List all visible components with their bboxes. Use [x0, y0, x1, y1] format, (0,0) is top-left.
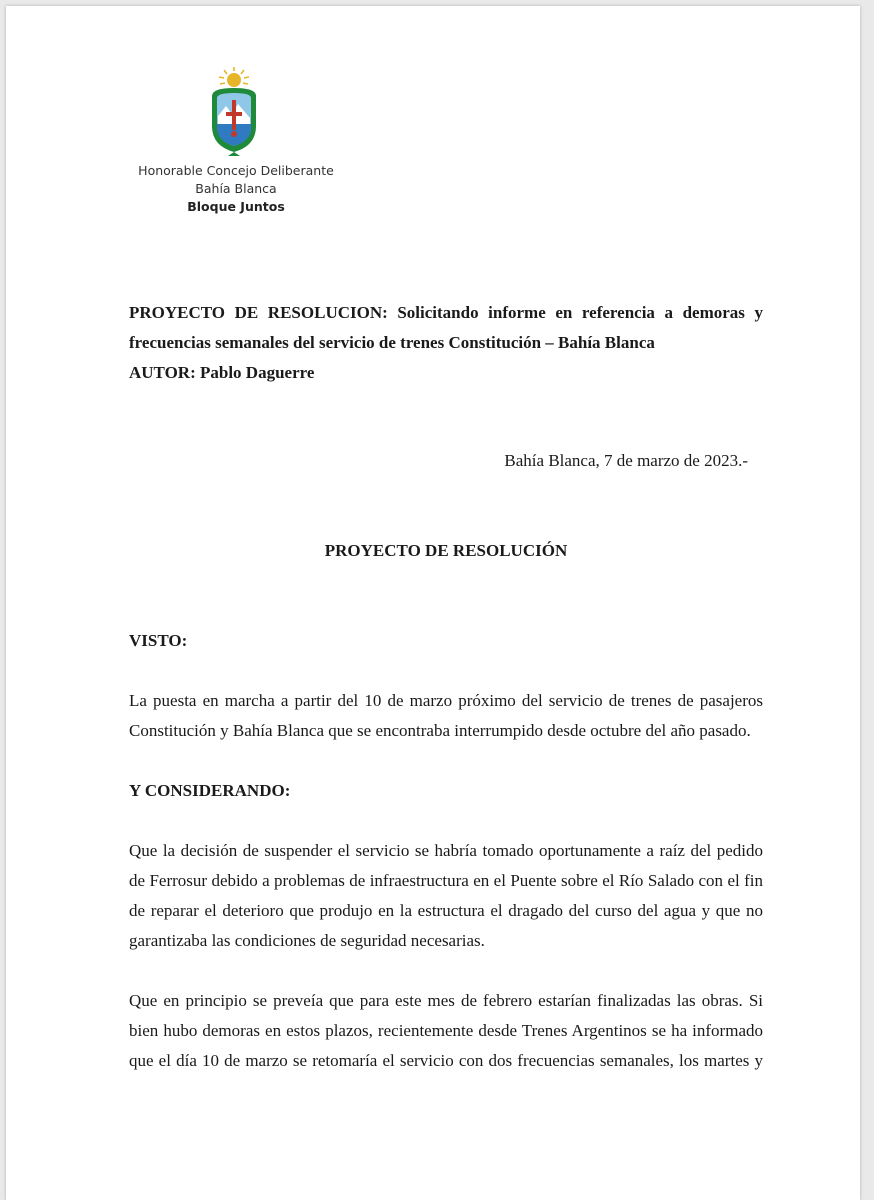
coat-of-arms-seal: [204, 66, 264, 158]
section-title: PROYECTO DE RESOLUCIÓN: [324, 541, 568, 560]
org-name: Honorable Concejo Deliberante: [138, 163, 334, 178]
considerando-paragraph-1: Que la decisión de suspender el servicio se habría tomado oportunamente a raíz del pedido de Ferrosur debido a problemas de infraestructura en el Puente sobre el Río Salado con el fin de reparar el deterioro que produjo en la estructura el dragado del curso del agua y que no garantizaba las condiciones de seguridad necesarias.: [129, 841, 763, 950]
document-date: Bahía Blanca, 7 de marzo de 2023.-: [504, 451, 748, 470]
sun-icon: [219, 67, 249, 87]
visto-label: VISTO:: [129, 631, 188, 650]
org-bloc: Bloque Juntos: [187, 199, 285, 214]
visto-paragraph: La puesta en marcha a partir del 10 de marzo próximo del servicio de trenes de pasajeros Constitución y Bahía Blanca que se encontraba interrumpido desde octubre del año pasado.: [129, 691, 763, 740]
author-line: AUTOR: Pablo Daguerre: [129, 363, 315, 382]
organization-header: [122, 162, 350, 216]
org-city: Bahía Blanca: [195, 181, 277, 196]
heading-line-2: frecuencias semanales del servicio de trenes Constitución – Bahía Blanca: [129, 333, 655, 352]
considerando-paragraph-2: Que en principio se preveía que para este mes de febrero estarían finalizadas las obras. Si bien hubo demoras en estos plazos, recientemente desde Trenes Argentinos se ha informado que el día 10 de marzo se retomaría el servicio con dos frecuencias semanales, los martes y: [129, 991, 763, 1070]
considerando-label: Y CONSIDERANDO:: [129, 781, 291, 800]
document-heading: [129, 298, 763, 388]
heading-line-1: PROYECTO DE RESOLUCION: Solicitando informe en referencia a demoras y: [129, 303, 763, 322]
document-page: [6, 6, 860, 1200]
